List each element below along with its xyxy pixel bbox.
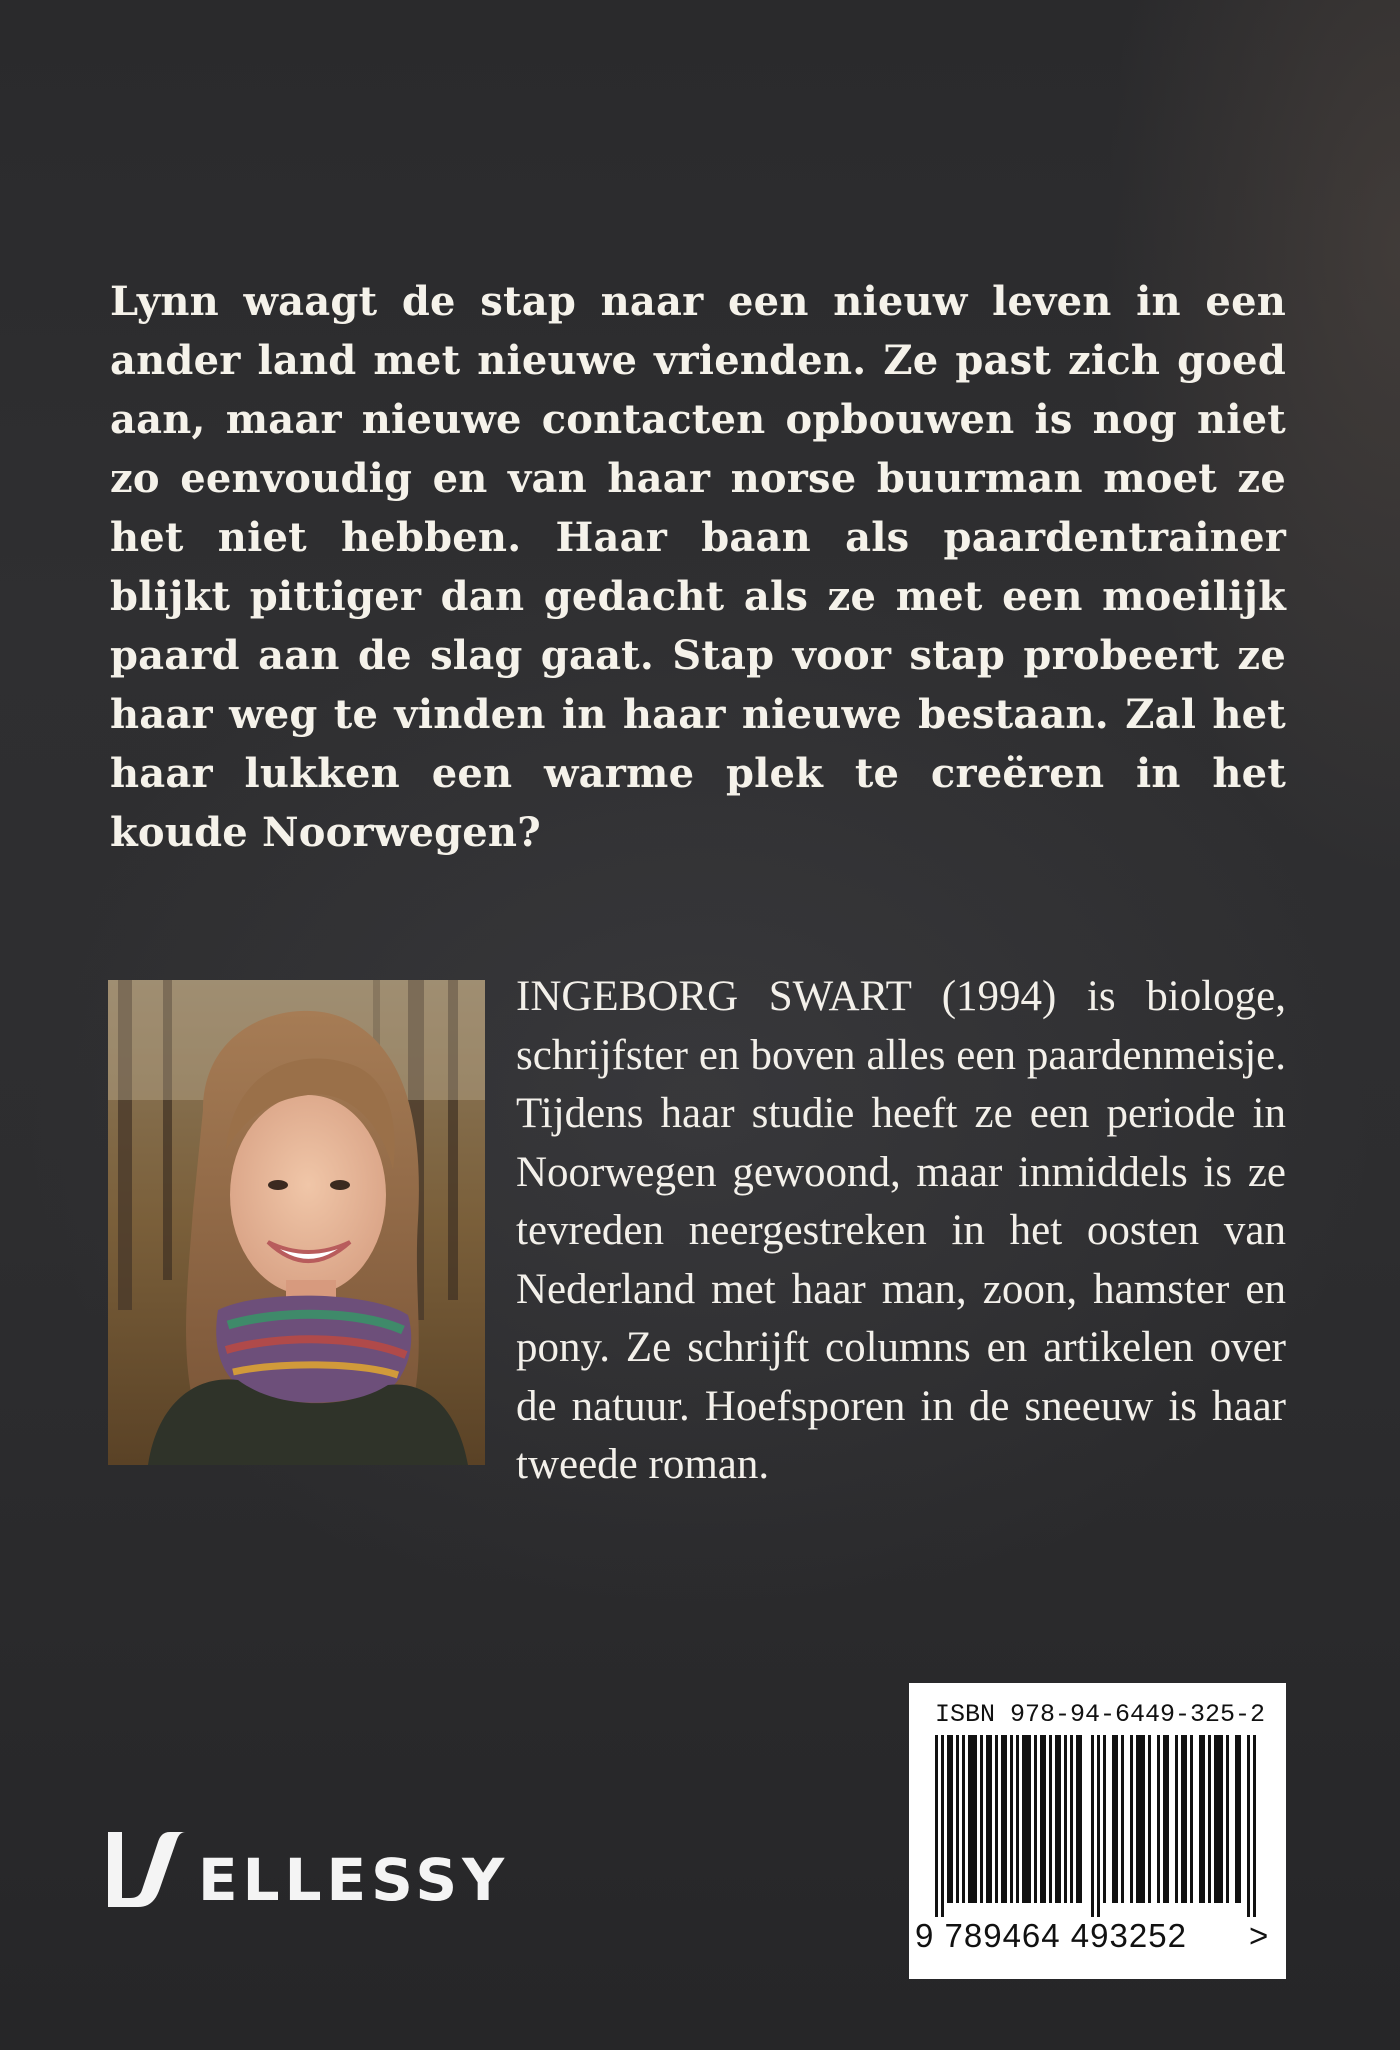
author-photo	[108, 980, 485, 1465]
isbn-label: ISBN 978-94-6449-325-2	[935, 1700, 1266, 1729]
author-bio: INGEBORG SWART (1994) is biologe, schrijfster en boven alles een paardenmeisje. Tijdens haar studie heeft ze een periode in Noorwegen gewoond, maar inmiddels is ze tevreden neergestreken in het oosten van Nederland met haar man, zoon, hamster en pony. Ze schrijft columns en artikelen over de natuur. Hoefsporen in de sneeuw is haar tweede roman.	[516, 973, 1286, 1488]
publisher-name: ELLESSY	[198, 1846, 510, 1914]
author-portrait-icon	[108, 980, 485, 1465]
barcode-box	[909, 1683, 1286, 1979]
barcode-arrow: >	[1249, 1917, 1269, 1954]
back-cover-blurb: Lynn waagt de stap naar een nieuw leven in een ander land met nieuwe vrienden. Ze past zich goed aan, maar nieuwe contacten opbouwen is nog niet zo eenvoudig en van haar norse buurman moet ze het niet hebben. Haar baan als paardentrainer blijkt pittiger dan gedacht als ze met een moeilijk paard aan de slag gaat. Stap voor stap probeert ze haar weg te vinden in haar nieuwe bestaan. Zal het haar lukken een warme plek te creëren in het koude Noorwegen?	[110, 278, 1286, 856]
barcode-icon	[935, 1735, 1261, 1917]
barcode-digits: 9 789464 493252	[915, 1917, 1187, 1954]
publisher-logo	[108, 1832, 510, 1914]
publisher-logo-mark-icon	[108, 1832, 186, 1907]
